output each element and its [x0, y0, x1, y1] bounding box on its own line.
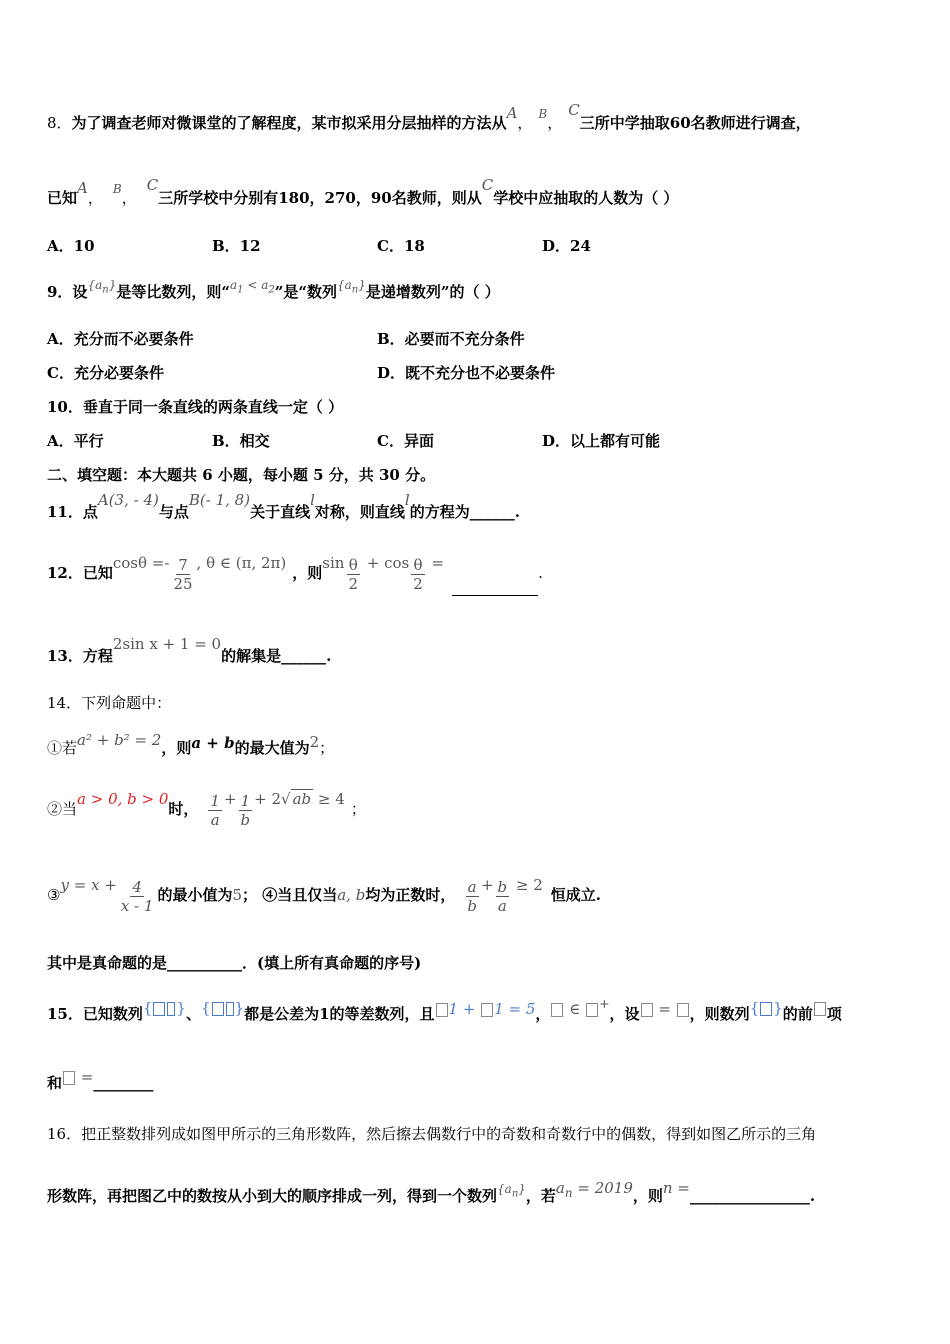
q15-plus: + — [458, 1000, 481, 1018]
q9-number-text: 9．设 — [47, 283, 88, 301]
q15-comma: ， — [535, 1005, 551, 1023]
placeholder-glyph-icon — [63, 1071, 75, 1085]
q14-b: b — [467, 896, 477, 915]
q9-close: } — [108, 278, 117, 292]
q14-b: b — [497, 877, 508, 896]
q15-in: ∈ — [564, 1000, 586, 1018]
q15-plus-sup: + — [599, 996, 610, 1011]
q14-p1-prefix: ①若 — [47, 739, 78, 757]
q15-text-1: 、 — [185, 1005, 201, 1023]
q14-p2-condition: a > 0, b > 0 — [77, 790, 169, 808]
q8-var-a: A — [77, 179, 88, 197]
q12-range: , θ ∈ (π, 2π) — [196, 554, 287, 572]
q16-text-3: ，则 — [632, 1187, 663, 1205]
q8-option-c: C．18 — [377, 237, 425, 255]
q11-point-b: B(- 1, 8) — [188, 491, 251, 509]
placeholder-glyph-icon — [153, 1002, 165, 1016]
q14-p1-expr: a + b — [191, 734, 235, 752]
q10-question: 10．垂直于同一条直线的两条直线一定（ ） — [47, 398, 344, 416]
q14-one: 1 — [210, 791, 220, 810]
q10-option-c: C．异面 — [377, 432, 434, 450]
placeholder-glyph-icon — [481, 1003, 493, 1017]
q14-p4-ab: a, b — [337, 886, 366, 904]
q8-sep: ， — [87, 189, 103, 207]
q9-sub-n: n — [102, 284, 109, 296]
q8-text-e: 学校中应抽取的人数为（ ） — [493, 189, 679, 207]
q11-text-1: 与点 — [158, 503, 189, 521]
q14-p4-text-2: 均为正数时， — [365, 886, 456, 904]
placeholder-glyph-icon — [551, 1003, 563, 1017]
q14-p3-fraction — [119, 878, 156, 915]
q14-proposition-1 — [47, 731, 335, 758]
q16-sub-n: n — [564, 1186, 573, 1200]
q15-sum-text: 和 — [47, 1074, 63, 1092]
q14-proposition-3-4 — [47, 872, 601, 918]
q12-number-text: 12．已知 — [47, 564, 113, 582]
q14-title: 14．下列命题中： — [47, 694, 172, 712]
q14-p3-value: 5 — [232, 886, 242, 904]
q15-answer-blank[interactable]: ________ — [93, 1074, 154, 1092]
q16-sub-n: n — [511, 1188, 519, 1200]
q14-proposition-2: ②当a > 0, b > 0时， $\frac{1}{a}$ + $\frac{1}{b}$ + 2√ ab ≥ 4； — [47, 790, 366, 829]
q12-cos: cosθ =- — [112, 554, 170, 572]
q14-x-minus-1: x - 1 — [120, 896, 154, 915]
placeholder-glyph-icon — [641, 1003, 653, 1017]
q14-a: a — [210, 810, 220, 829]
q13-number-text: 13．方程 — [47, 647, 113, 665]
q12-sin: sin — [322, 554, 345, 572]
q11-text-2: 关于直线 — [250, 503, 311, 521]
q9-line — [47, 278, 500, 308]
q14-p1-end: ； — [319, 739, 335, 757]
q8-text-b: 三所中学抽取60名教师进行调查， — [579, 114, 811, 132]
q11-line — [47, 491, 520, 522]
q10-option-b: B．相交 — [212, 432, 270, 450]
q16-seq: {a — [497, 1182, 512, 1196]
q14-footer: 其中是真命题的是__________．(填上所有真命题的序号) — [47, 954, 422, 972]
q9-text-a: 是等比数列，则“ — [116, 283, 230, 301]
q9-close: } — [358, 278, 366, 292]
q8-sep: ， — [547, 114, 563, 132]
q14-p3-text: 的最小值为 — [157, 886, 233, 904]
q9-option-a: A．充分而不必要条件 — [47, 330, 194, 348]
q9-sub-2: 2 — [268, 284, 275, 296]
q14-p3-function: y = x + — [60, 876, 117, 894]
q9-a1: a — [229, 278, 238, 292]
q15-text-2: 都是公差为 — [244, 1005, 320, 1023]
q14-p4-text: ； ④当且仅当 — [242, 886, 338, 904]
q8-text-d: 三所学校中分别有180，270，90名教师，则从 — [158, 189, 482, 207]
q12-plus-cos: + cos — [361, 554, 410, 572]
q15-line1: 15．已知数列{ }、{ }都是公差为1的等差数列，且 1 + 1 = 5， ∈ +，设 = ，则数列{ }的前 项 — [47, 996, 842, 1023]
q16-a: a — [555, 1179, 565, 1197]
q14-p4-frac-ba — [496, 878, 510, 915]
q10-option-a: A．平行 — [47, 432, 104, 450]
q12-eq: = — [426, 554, 445, 572]
q12-numerator: 7 — [178, 555, 188, 574]
q9-sub-n: n — [351, 284, 359, 296]
placeholder-glyph-icon — [226, 1002, 234, 1016]
q8-var-c: C — [481, 176, 494, 194]
q14-p4-ge2: ≥ 2 — [511, 876, 543, 894]
q8-sep: ， — [517, 114, 533, 132]
q8-var-b: B — [112, 182, 122, 196]
q16-answer-blank[interactable]: ________________. — [689, 1187, 816, 1205]
placeholder-glyph-icon — [814, 1002, 826, 1016]
q8-option-a: A．10 — [47, 237, 95, 255]
q8-option-b: B．12 — [212, 237, 261, 255]
q16-close: } — [518, 1182, 526, 1196]
q14-p3-prefix: ③ — [47, 886, 61, 904]
q11-line-l: l — [404, 491, 410, 509]
q12-two: 2 — [348, 574, 358, 593]
q14-p2-frac-b — [239, 792, 253, 829]
q14-p2-frac-a — [208, 792, 222, 829]
q12-answer-blank[interactable] — [452, 579, 538, 596]
q14-p2-prefix: ②当 — [47, 800, 78, 818]
q9-option-d: D．既不充分也不必要条件 — [377, 364, 556, 382]
q8-var-c: C — [568, 101, 580, 119]
q14-a: a — [497, 896, 507, 915]
q16-eq: = 2019 — [572, 1179, 633, 1197]
q9-text-b: ”是“数列 — [274, 283, 337, 301]
q9-lt: < — [243, 278, 262, 292]
placeholder-glyph-icon — [586, 1003, 598, 1017]
q10-option-d: D．以上都有可能 — [542, 432, 661, 450]
q14-p2-text: 时， — [168, 800, 199, 818]
q14-plus: + — [480, 876, 494, 894]
q14-p2-radicand: ab — [292, 790, 312, 808]
q15-text-6: 的前 — [782, 1005, 813, 1023]
q11-text-4: 的方程为______. — [409, 503, 520, 521]
q15-number-text: 15．已知数列 — [47, 1005, 143, 1023]
placeholder-glyph-icon — [212, 1002, 224, 1016]
q9-sub-1: 1 — [237, 284, 244, 296]
q8-var-b: B — [538, 107, 548, 121]
q12-end: . — [538, 564, 543, 582]
q15-text-7: 项 — [826, 1005, 842, 1023]
q15-eq: = — [653, 1000, 676, 1018]
placeholder-glyph-icon — [436, 1003, 448, 1017]
q13-equation: 2sin x + 1 = 0 — [112, 635, 222, 653]
q14-b: b — [240, 810, 251, 829]
q9-seq: {a — [336, 278, 352, 292]
q9-option-b: B．必要而不充分条件 — [377, 330, 525, 348]
q15-text-5: ，则数列 — [689, 1005, 750, 1023]
q8-sep: ， — [121, 189, 137, 207]
q12-denominator: 25 — [173, 574, 193, 593]
q14-p1-value: 2 — [309, 733, 320, 751]
q8-text-c: 已知 — [47, 189, 78, 207]
q11-line-l: l — [310, 491, 315, 509]
q16-line2 — [47, 1179, 816, 1212]
q8-text-a: 为了调查老师对微课堂的了解程度，某市拟采用分层抽样的方法从 — [71, 114, 507, 132]
placeholder-glyph-icon — [167, 1002, 175, 1016]
q12-two: 2 — [413, 574, 423, 593]
q14-one: 1 — [240, 791, 251, 810]
q14-p4-frac-ab — [465, 878, 479, 915]
q16-line1: 16．把正整数排列成如图甲所示的三角形数阵，然后擦去偶数行中的奇数和奇数行中的偶数，得到如图乙所示的三角 — [47, 1125, 817, 1143]
q8-option-d: D．24 — [542, 237, 591, 255]
q11-point-a: A(3, - 4) — [97, 491, 159, 509]
q12-half-theta — [411, 556, 425, 593]
q9-text-c: 是递增数列”的（ ） — [365, 283, 500, 301]
q14-p1-condition: a² + b² = 2 — [77, 731, 162, 749]
q15-sum-eq: = — [76, 1068, 94, 1086]
q8-var-a: A — [506, 104, 518, 122]
q13-text: 的解集是______. — [221, 647, 332, 665]
q8-line2 — [47, 176, 679, 209]
q15-text-4: ，设 — [609, 1005, 640, 1023]
q14-p1-text-2: 的最大值为 — [234, 739, 310, 757]
q15-line2 — [47, 1068, 154, 1093]
q12-theta: θ — [348, 555, 358, 574]
q9-seq: {a — [87, 278, 103, 292]
q11-text-3: 对称，则直线 — [314, 503, 405, 521]
q15-sub-1: 1 — [494, 1000, 504, 1018]
q15-eq-5: = 5 — [503, 1000, 536, 1018]
q16-text-2: ，若 — [525, 1187, 556, 1205]
q15-sub-1: 1 — [448, 1000, 459, 1018]
q14-p2-tail-a: + 2 — [254, 790, 282, 808]
q11-number-text: 11．点 — [47, 503, 98, 521]
q8-line1 — [47, 101, 811, 134]
q12-line — [47, 550, 543, 596]
q14-p2-end: ； — [350, 800, 366, 818]
q16-text-a: 形数阵，再把图乙中的数按从小到大的顺序排成一列，得到一个数列 — [47, 1187, 498, 1205]
q15-text-3: 的等差数列，且 — [329, 1005, 435, 1023]
q9-option-c: C．充分必要条件 — [47, 364, 164, 382]
q13-line — [47, 635, 332, 666]
q14-p4-text-3: 恒成立. — [550, 886, 602, 904]
q15-one: 1 — [319, 1005, 330, 1023]
q14-a: a — [467, 877, 477, 896]
q16-n: n — [662, 1179, 673, 1197]
placeholder-glyph-icon — [760, 1002, 772, 1016]
q8-var-c: C — [146, 176, 159, 194]
q14-four: 4 — [132, 877, 142, 896]
q14-plus: + — [223, 790, 237, 808]
q16-eq2: = — [672, 1179, 690, 1197]
q12-half-theta — [346, 556, 360, 593]
placeholder-glyph-icon — [677, 1003, 689, 1017]
q8-number-text: 8． — [47, 114, 72, 132]
q12-text-1: ，则 — [292, 564, 323, 582]
q14-p2-tail-b: ≥ 4 — [313, 790, 345, 808]
q9-a2: a — [261, 278, 269, 292]
q14-p1-text: ，则 — [161, 739, 192, 757]
q12-fraction — [171, 556, 194, 593]
q12-theta: θ — [413, 555, 423, 574]
section-fill-in-header: 二、填空题：本大题共 6 小题，每小题 5 分，共 30 分。 — [47, 466, 436, 484]
